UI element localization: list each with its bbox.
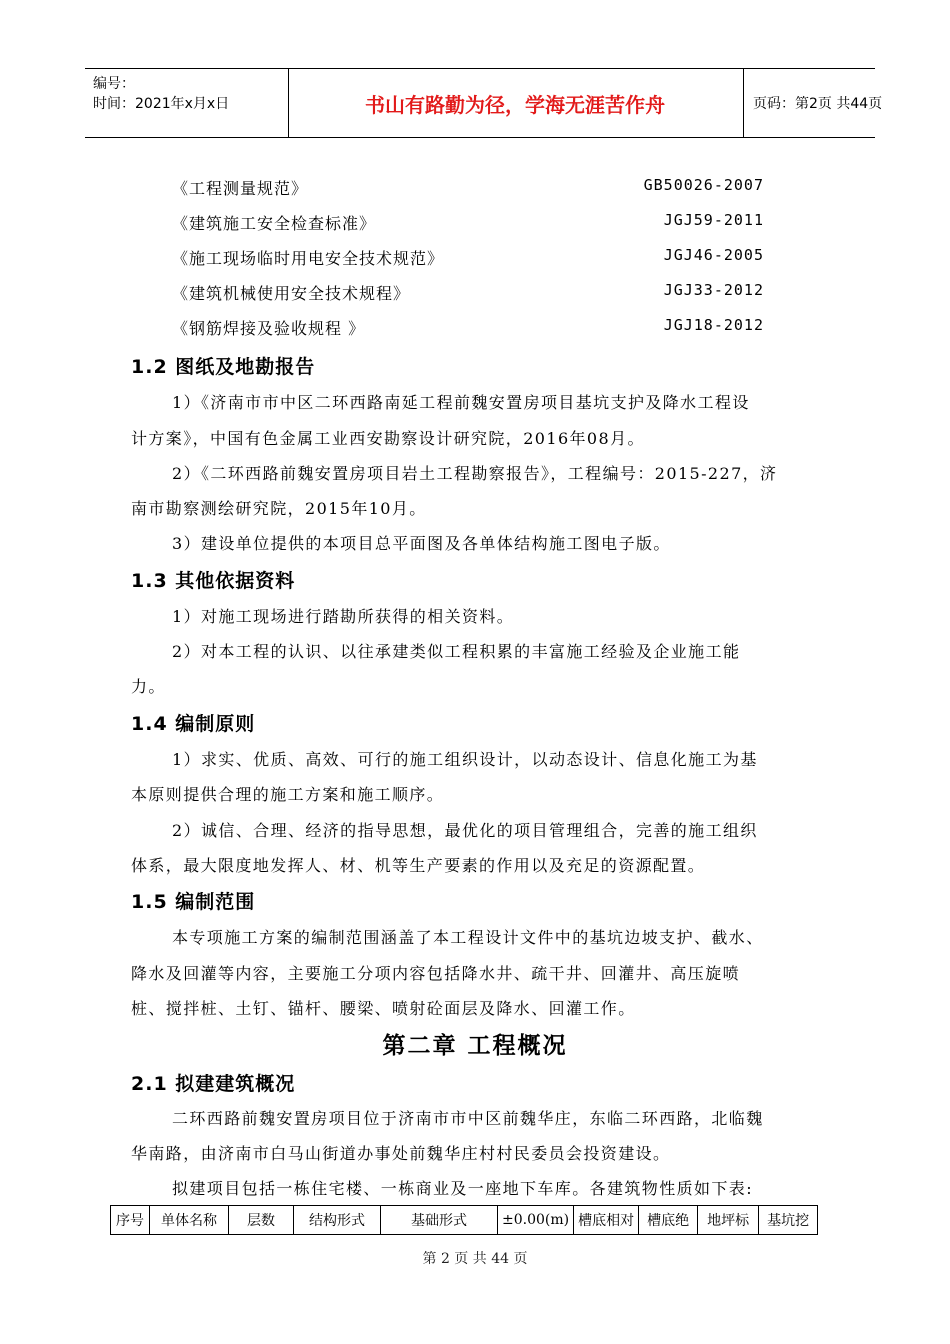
paragraph-line: 华南路，由济南市白马山街道办事处前魏华庄村村民委员会投资建设。 (131, 1144, 671, 1163)
paragraph-line: 降水及回灌等内容，主要施工分项内容包括降水井、疏干井、回灌井、高压旋喷 (131, 964, 741, 983)
paragraph-line: 本专项施工方案的编制范围涵盖了本工程设计文件中的基坑边坡支护、截水、 (172, 928, 764, 947)
reference-item (172, 207, 764, 237)
paragraph-line: 南市勘察测绘研究院，2015年10月。 (131, 499, 427, 518)
table-header-cell: 地坪标 (698, 1206, 759, 1235)
paragraph-line: 1）对施工现场进行踏勘所获得的相关资料。 (172, 607, 515, 626)
reference-code: JGJ46-2005 (663, 246, 764, 264)
section-heading: 1.3 其他依据资料 (131, 570, 296, 592)
paragraph-line: 2）《二环西路前魏安置房项目岩土工程勘察报告》，工程编号：2015-227，济 (172, 464, 778, 483)
header-number-label: 编号： (93, 76, 135, 92)
table-header-cell: ±0.00(m) (498, 1206, 574, 1235)
section-heading: 1.4 编制原则 (131, 713, 256, 735)
page-footer: 第 2 页 共 44 页 (422, 1251, 528, 1267)
header-motto: 书山有路勤为径，学海无涯苦作舟 (365, 92, 665, 117)
paragraph-line: 本原则提供合理的施工方案和施工顺序。 (131, 785, 445, 804)
chapter-title: 第二章 工程概况 (382, 1033, 568, 1059)
paragraph-line: 2）对本工程的认识、以往承建类似工程积累的丰富施工经验及企业施工能 (172, 642, 741, 661)
header-meta (85, 69, 285, 137)
reference-title: 《建筑机械使用安全技术规程》 (172, 284, 411, 303)
table-header-cell: 基础形式 (381, 1206, 498, 1235)
building-table (110, 1205, 818, 1235)
table-header-row (111, 1206, 818, 1235)
reference-title: 《钢筋焊接及验收规程 》 (172, 319, 366, 338)
header-divider (288, 69, 289, 137)
table-header-cell: 基坑挖 (759, 1206, 818, 1235)
reference-code: JGJ33-2012 (663, 281, 764, 299)
paragraph-line: 力。 (131, 677, 166, 696)
reference-code: JGJ59-2011 (663, 211, 764, 229)
paragraph-line: 拟建项目包括一栋住宅楼、一栋商业及一座地下车库。各建筑物性质如下表: (172, 1179, 753, 1198)
paragraph-line: 1）求实、优质、高效、可行的施工组织设计，以动态设计、信息化施工为基 (172, 750, 758, 769)
reference-item (172, 242, 764, 272)
paragraph-line: 2）诚信、合理、经济的指导思想，最优化的项目管理组合，完善的施工组织 (172, 821, 758, 840)
reference-title: 《施工现场临时用电安全技术规范》 (172, 249, 445, 268)
section-heading: 2.1 拟建建筑概况 (131, 1073, 296, 1095)
table-header-cell: 结构形式 (294, 1206, 381, 1235)
section-heading: 1.5 编制范围 (131, 891, 256, 913)
paragraph-line: 二环西路前魏安置房项目位于济南市市中区前魏华庄，东临二环西路，北临魏 (172, 1109, 764, 1128)
reference-title: 《工程测量规范》 (172, 179, 309, 198)
reference-code: GB50026-2007 (643, 176, 764, 194)
paragraph-line: 体系，最大限度地发挥人、材、机等生产要素的作用以及充足的资源配置。 (131, 856, 706, 875)
page-header (85, 68, 883, 138)
reference-code: JGJ18-2012 (663, 316, 764, 334)
table-header-cell: 槽底相对 (574, 1206, 639, 1235)
paragraph-line: 计方案》，中国有色金属工业西安勘察设计研究院，2016年08月。 (131, 429, 645, 448)
table-header-cell: 层数 (229, 1206, 294, 1235)
header-page-info: 页码：第2页 共44页 (753, 96, 883, 112)
reference-title: 《建筑施工安全检查标准》 (172, 214, 377, 233)
header-time-label: 时间：2021年x月x日 (93, 96, 230, 112)
paragraph-line: 3）建设单位提供的本项目总平面图及各单体结构施工图电子版。 (172, 534, 671, 553)
paragraph-line: 桩、搅拌桩、土钉、锚杆、腰梁、喷射砼面层及降水、回灌工作。 (131, 999, 636, 1018)
reference-item (172, 172, 764, 202)
reference-item (172, 312, 764, 342)
reference-item (172, 277, 764, 307)
table-header-cell: 槽底绝 (639, 1206, 698, 1235)
header-divider (743, 69, 744, 137)
table-header-cell: 单体名称 (150, 1206, 229, 1235)
table-header-cell: 序号 (111, 1206, 150, 1235)
paragraph-line: 1）《济南市市中区二环西路南延工程前魏安置房项目基坑支护及降水工程设 (172, 393, 750, 412)
section-heading: 1.2 图纸及地勘报告 (131, 356, 316, 378)
